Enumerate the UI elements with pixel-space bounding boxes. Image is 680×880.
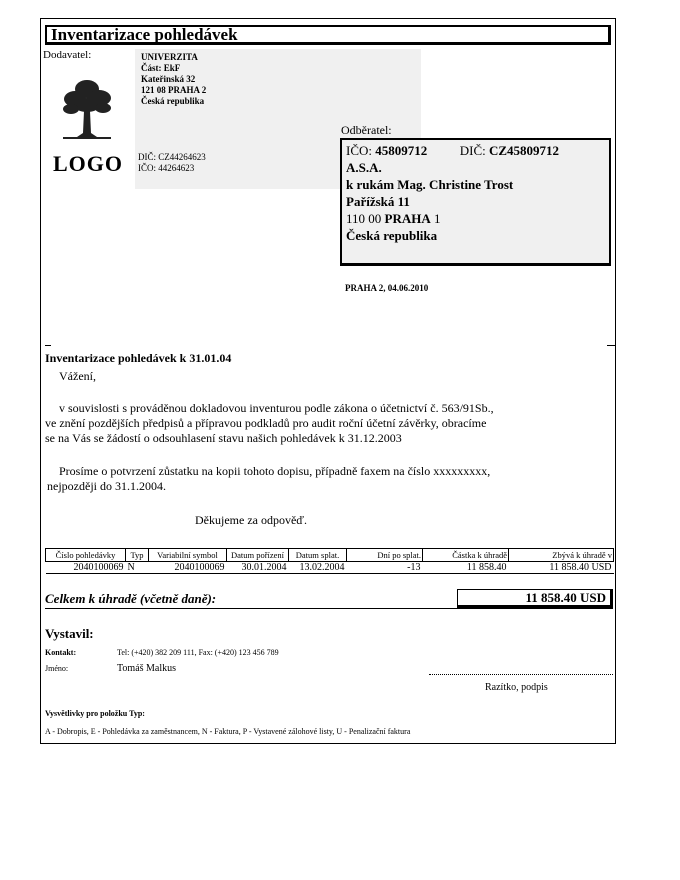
column-header: Zbývá k úhradě v bbox=[509, 549, 614, 562]
table-cell: 11 858.40 USD bbox=[509, 562, 614, 574]
column-header: Částka k úhradě bbox=[423, 549, 509, 562]
customer-label: Odběratel: bbox=[341, 123, 392, 137]
fold-mark-left bbox=[45, 345, 51, 346]
column-header: Dní po splat. bbox=[347, 549, 423, 562]
paragraph-line: Prosíme o potvrzení zůstatku na kopii tohoto dopisu, případně faxem na číslo xxxxxxxxx, bbox=[59, 464, 491, 478]
paragraph-2 bbox=[45, 464, 490, 494]
table-cell: 2040100069 bbox=[149, 562, 227, 574]
supplier-line: 121 08 PRAHA 2 bbox=[141, 85, 207, 95]
supplier-address bbox=[141, 52, 206, 107]
place-date: PRAHA 2, 04.06.2010 bbox=[345, 283, 429, 293]
name-value: Tomáš Malkus bbox=[117, 663, 177, 674]
column-header: Variabilní symbol bbox=[149, 549, 227, 562]
greeting: Vážení, bbox=[59, 369, 96, 383]
logo-text: LOGO bbox=[53, 151, 124, 176]
total-underline bbox=[45, 608, 613, 609]
issued-by-heading: Vystavil: bbox=[45, 626, 94, 641]
column-header: Datum splat. bbox=[289, 549, 347, 562]
customer-city-line bbox=[346, 210, 559, 227]
paragraph-1 bbox=[45, 401, 494, 446]
customer-ico-label: IČO: bbox=[346, 143, 372, 158]
paragraph-line: nejpozději do 31.1.2004. bbox=[47, 479, 166, 493]
legend-text: A - Dobropis, E - Pohledávka za zaměstnancem, N - Faktura, P - Vystavené zálohové listy, U - Penalizační faktura bbox=[45, 727, 411, 736]
supplier-dic: DIČ: CZ44264623 bbox=[138, 152, 206, 162]
name-label: Jméno: bbox=[45, 664, 69, 673]
customer-attn: k rukám Mag. Christine Trost bbox=[346, 177, 514, 192]
table-cell: 2040100069 bbox=[46, 562, 126, 574]
customer-country: Česká republika bbox=[346, 228, 438, 243]
tree-logo-icon bbox=[61, 75, 113, 141]
supplier-line: Kateřinská 32 bbox=[141, 74, 196, 84]
customer-dic-label: DIČ: bbox=[459, 143, 486, 158]
signature-line bbox=[429, 674, 613, 675]
column-header: Typ bbox=[126, 549, 149, 562]
supplier-ico: IČO: 44264623 bbox=[138, 163, 195, 173]
customer-dic: CZ45809712 bbox=[489, 143, 560, 158]
total-label: Celkem k úhradě (včetně daně): bbox=[45, 591, 217, 606]
total-value: 11 858.40 USD bbox=[457, 589, 613, 608]
table-cell: N bbox=[126, 562, 149, 574]
customer-ico: 45809712 bbox=[375, 143, 428, 158]
table-cell: 13.02.2004 bbox=[289, 562, 347, 574]
customer-city: PRAHA bbox=[384, 211, 431, 226]
table-cell: 30.01.2004 bbox=[227, 562, 289, 574]
customer-address-box bbox=[340, 138, 611, 266]
table-cell: -13 bbox=[347, 562, 423, 574]
customer-address bbox=[346, 142, 559, 244]
supplier-line: UNIVERZITA bbox=[141, 52, 198, 62]
stamp-label: Razítko, podpis bbox=[485, 682, 548, 693]
customer-name: A.S.A. bbox=[346, 160, 382, 175]
document-page bbox=[40, 18, 616, 744]
thanks-line: Děkujeme za odpověď. bbox=[195, 513, 308, 527]
column-header: Datum pořízení bbox=[227, 549, 289, 562]
supplier-ids bbox=[138, 152, 206, 174]
document-title: Inventarizace pohledávek bbox=[45, 25, 611, 45]
paragraph-line: se na Vás se žádostí o odsouhlasení stavu našich pohledávek k 31.12.2003 bbox=[45, 431, 402, 445]
fold-mark-right bbox=[607, 345, 615, 346]
customer-ids-line bbox=[346, 142, 559, 159]
legend-title: Vysvětlivky pro položku Typ: bbox=[45, 709, 145, 718]
letter-subject: Inventarizace pohledávek k 31.01.04 bbox=[45, 351, 232, 365]
contact-value: Tel: (+420) 382 209 111, Fax: (+420) 123 456 789 bbox=[117, 648, 279, 657]
column-header: Číslo pohledávky bbox=[46, 549, 126, 562]
supplier-label: Dodavatel: bbox=[43, 49, 92, 61]
table-cell: 11 858.40 bbox=[423, 562, 509, 574]
customer-zip: 110 00 bbox=[346, 211, 382, 226]
table-row bbox=[46, 562, 614, 574]
customer-street: Pařížská 11 bbox=[346, 194, 410, 209]
contact-label: Kontakt: bbox=[45, 648, 77, 657]
supplier-line: Část: EkF bbox=[141, 63, 181, 73]
table-header-row bbox=[46, 549, 614, 562]
supplier-line: Česká republika bbox=[141, 96, 205, 106]
paragraph-line: v souvislosti s prováděnou dokladovou inventurou podle zákona o účetnictví č. 563/91Sb., bbox=[59, 401, 494, 415]
receivables-table bbox=[45, 548, 614, 574]
paragraph-line: ve znění pozdějších předpisů a přípravou podkladů pro audit roční účetní závěrky, obracíme bbox=[45, 416, 487, 430]
customer-district: 1 bbox=[434, 211, 441, 226]
